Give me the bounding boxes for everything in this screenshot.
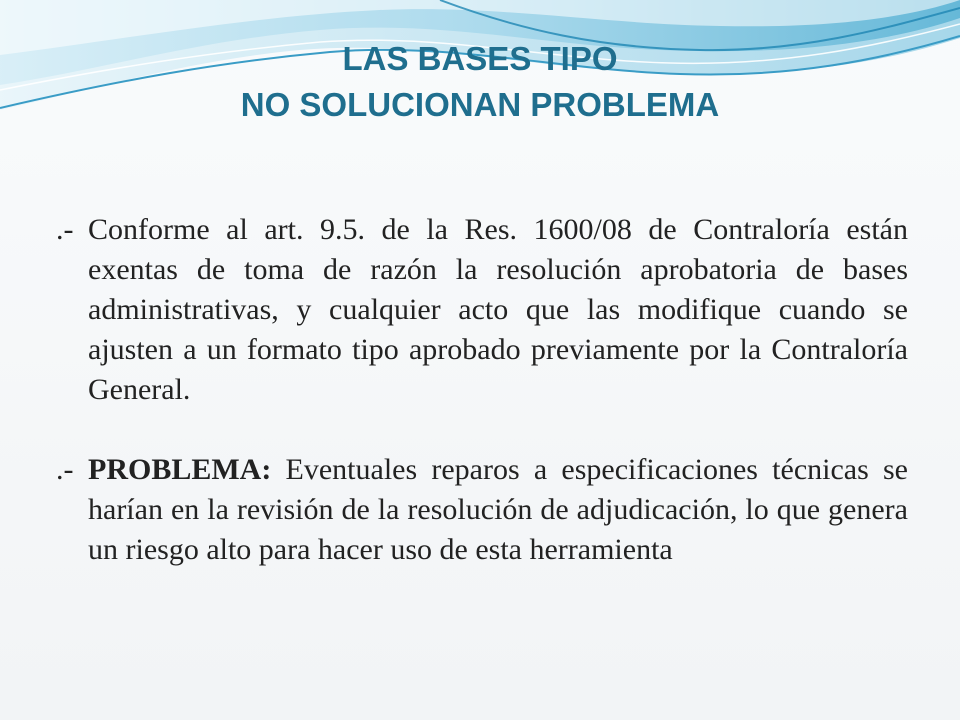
title-line-1: LAS BASES TIPO — [342, 40, 618, 77]
paragraph-text: Eventuales reparos a especificaciones técnicas se harían en la revisión de la resolución de adjudicación, lo que genera un riesgo alto para hacer uso de esta herramienta — [88, 453, 908, 566]
paragraph-text: Conforme al art. 9.5. de la Res. 1600/08 de Contraloría están exentas de toma de razón la resolución aprobatoria de bases administrativas, y cualquier acto que las modifique cuando se ajusten a un formato tipo aprobado previamente por la Contraloría General. — [88, 213, 908, 406]
paragraph-exemption — [56, 210, 908, 410]
problem-label: PROBLEMA: — [88, 453, 272, 486]
paragraph-bullet: .- — [56, 453, 74, 486]
paragraph-problem — [56, 450, 908, 570]
title-line-2: NO SOLUCIONAN PROBLEMA — [240, 86, 720, 123]
slide-body — [56, 0, 908, 566]
paragraph-bullet: .- — [56, 213, 74, 246]
